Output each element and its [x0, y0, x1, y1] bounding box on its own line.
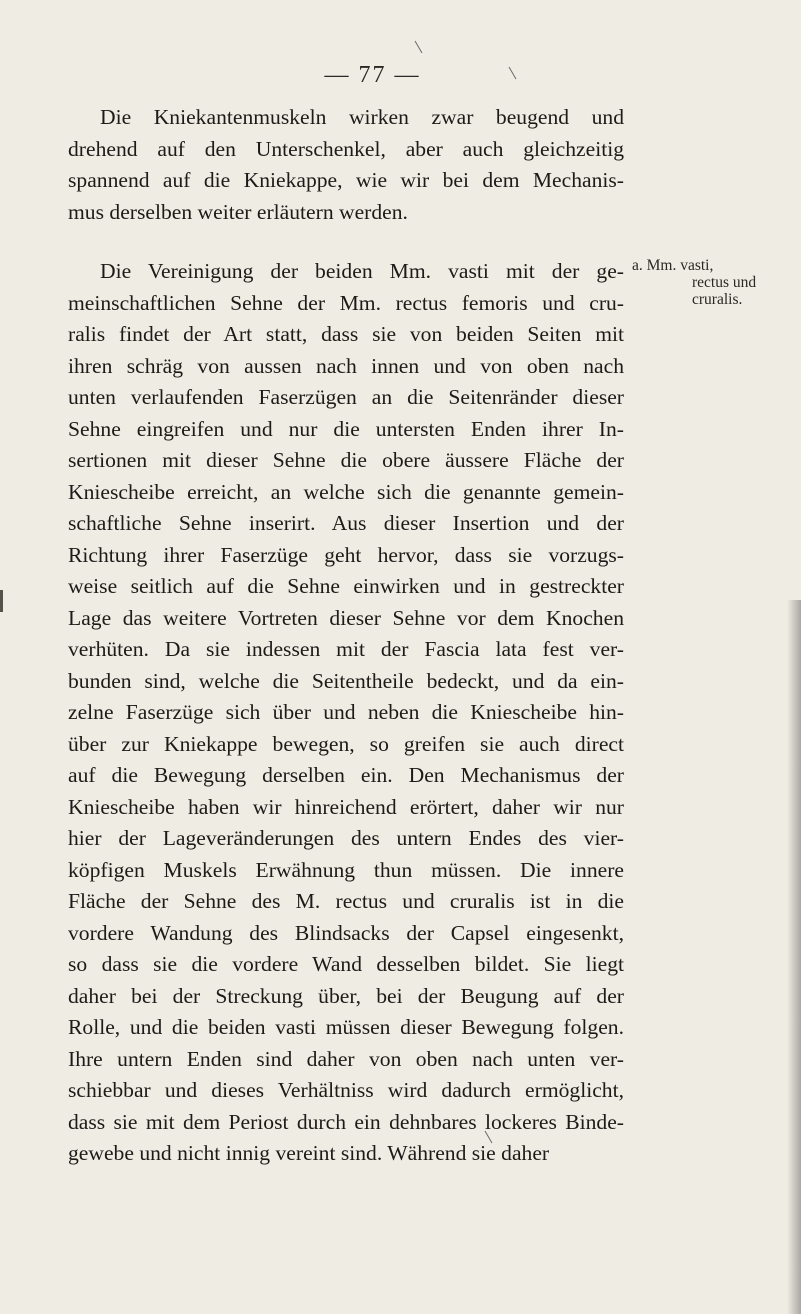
text-line: Rolle, und die beiden vasti müssen dieser Bewegung folgen.	[68, 1015, 624, 1039]
scan-tick-mark	[415, 41, 423, 54]
margin-note-line: rectus und	[692, 274, 757, 291]
text-line: drehend auf den Unterschenkel, aber auch gleichzeitig	[68, 136, 624, 161]
text-line: auf die Bewegung derselben ein. Den Mechanismus der	[68, 763, 624, 787]
text-line: Richtung ihrer Faserzüge geht hervor, dass sie vorzugs-	[68, 542, 624, 567]
text-line: Sehne eingreifen und nur die untersten Enden ihrer In-	[68, 416, 624, 441]
page-number: — 77 —	[324, 62, 421, 88]
paragraph-1	[68, 102, 624, 228]
text-line: mus derselben weiter erläutern werden.	[68, 199, 408, 224]
text-line: verhüten. Da sie indessen mit der Fascia lata fest ver-	[68, 637, 624, 661]
text-line: meinschaftlichen Sehne der Mm. rectus femoris und cru-	[68, 290, 624, 315]
margin-note-line: cruralis.	[692, 291, 743, 308]
text-line: unten verlaufenden Faserzügen an die Seitenränder dieser	[68, 385, 624, 409]
text-line: Fläche der Sehne des M. rectus und cruralis ist in die	[68, 889, 624, 913]
text-line: bunden sind, welche die Seitentheile bedeckt, und da ein-	[68, 668, 624, 693]
text-line: köpfigen Muskels Erwähnung thun müssen. Die innere	[68, 857, 624, 882]
text-line: sertionen mit dieser Sehne die obere äussere Fläche der	[68, 448, 624, 472]
text-line: Lage das weitere Vortreten dieser Sehne vor dem Knochen	[68, 605, 624, 630]
text-line: Ihre untern Enden sind daher von oben nach unten ver-	[68, 1046, 624, 1071]
text-line: weise seitlich auf die Sehne einwirken und in gestreckter	[68, 574, 624, 598]
text-line: dass sie mit dem Periost durch ein dehnbares lockeres Binde-	[68, 1109, 624, 1134]
text-line: so dass sie die vordere Wand desselben bildet. Sie liegt	[68, 952, 624, 976]
text-line: ihren schräg von aussen nach innen und von oben nach	[68, 353, 624, 378]
text-line: daher bei der Streckung über, bei der Beugung auf der	[68, 983, 624, 1008]
text-line: zelne Faserzüge sich über und neben die Kniescheibe hin-	[68, 700, 624, 724]
text-line: schaftliche Sehne inserirt. Aus dieser Insertion und der	[68, 511, 624, 535]
text-line: Kniescheibe erreicht, an welche sich die genannte gemein-	[68, 479, 624, 504]
page-edge-mark	[0, 590, 3, 612]
text-line: ralis findet der Art statt, dass sie von beiden Seiten mit	[68, 322, 624, 346]
text-line: Die Kniekantenmuskeln wirken zwar beugend und	[100, 105, 624, 129]
text-line: gewebe und nicht innig vereint sind. Während sie daher	[68, 1141, 550, 1165]
text-line: spannend auf die Kniekappe, wie wir bei dem Mechanis-	[68, 168, 624, 192]
text-line: schiebbar und dieses Verhältniss wird dadurch ermöglicht,	[68, 1078, 624, 1102]
text-line: vordere Wandung des Blindsacks der Capsel eingesenkt,	[68, 920, 624, 945]
page-edge-shadow	[787, 600, 801, 1314]
margin-note-line: a. Mm. vasti,	[632, 257, 714, 274]
paragraph-2	[68, 256, 624, 1170]
text-line: hier der Lageveränderungen des untern Endes des vier-	[68, 826, 624, 850]
text-line: Kniescheibe haben wir hinreichend erörtert, daher wir nur	[68, 794, 624, 819]
text-line: über zur Kniekappe bewegen, so greifen sie auch direct	[68, 731, 624, 756]
margin-note	[632, 257, 801, 308]
text-line: Die Vereinigung der beiden Mm. vasti mit der ge-	[100, 259, 624, 283]
